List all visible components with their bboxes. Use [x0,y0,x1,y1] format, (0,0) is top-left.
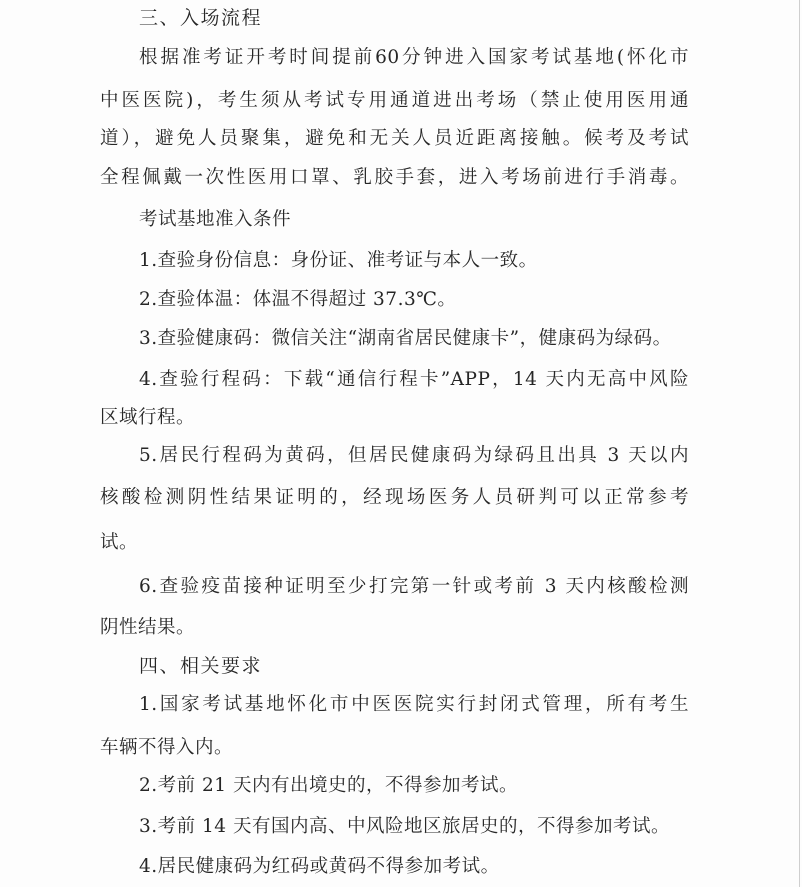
page-edge-divider [799,0,800,887]
paragraph-line: 道），避免人员聚集，避免和无关人员近距离接触。候考及考试 [100,128,689,149]
list-item: 2.考前 21 天内有出境史的，不得参加考试。 [139,775,518,796]
list-item: 5.居民行程码为黄码，但居民健康码为绿码且出具 3 天以内 [139,445,689,466]
list-item-continuation: 核酸检测阴性结果证明的，经现场医务人员研判可以正常参考 [100,487,689,508]
list-item: 2.查验体温：体温不得超过 37.3℃。 [139,289,457,310]
list-item: 4.查验行程码：下载“通信行程卡”APP，14 天内无高中风险 [139,369,689,390]
list-item: 1.国家考试基地怀化市中医医院实行封闭式管理，所有考生 [139,694,689,715]
paragraph-line: 中医医院)，考生须从考试专用通道进出考场（禁止使用医用通 [100,90,689,111]
list-item: 3.考前 14 天有国内高、中风险地区旅居史的，不得参加考试。 [139,816,670,837]
list-item-continuation: 试。 [100,532,139,553]
paragraph-line: 根据准考证开考时间提前60分钟进入国家考试基地(怀化市 [139,47,689,68]
list-item: 1.查验身份信息：身份证、准考证与本人一致。 [139,250,538,271]
list-item: 6.查验疫苗接种证明至少打完第一针或考前 3 天内核酸检测 [139,576,689,597]
list-item-continuation: 车辆不得入内。 [100,737,234,758]
list-item: 3.查验健康码：微信关注“湖南省居民健康卡”，健康码为绿码。 [139,328,672,349]
paragraph-line: 全程佩戴一次性医用口罩、乳胶手套，进入考场前进行手消毒。 [100,167,689,188]
conditions-title: 考试基地准入条件 [139,209,292,230]
section-heading-requirements: 四、相关要求 [139,655,263,677]
list-item-continuation: 区域行程。 [100,407,196,428]
section-heading-entry-process: 三、入场流程 [139,7,263,29]
list-item: 4.居民健康码为红码或黄码不得参加考试。 [139,856,500,877]
list-item-continuation: 阴性结果。 [100,617,196,638]
